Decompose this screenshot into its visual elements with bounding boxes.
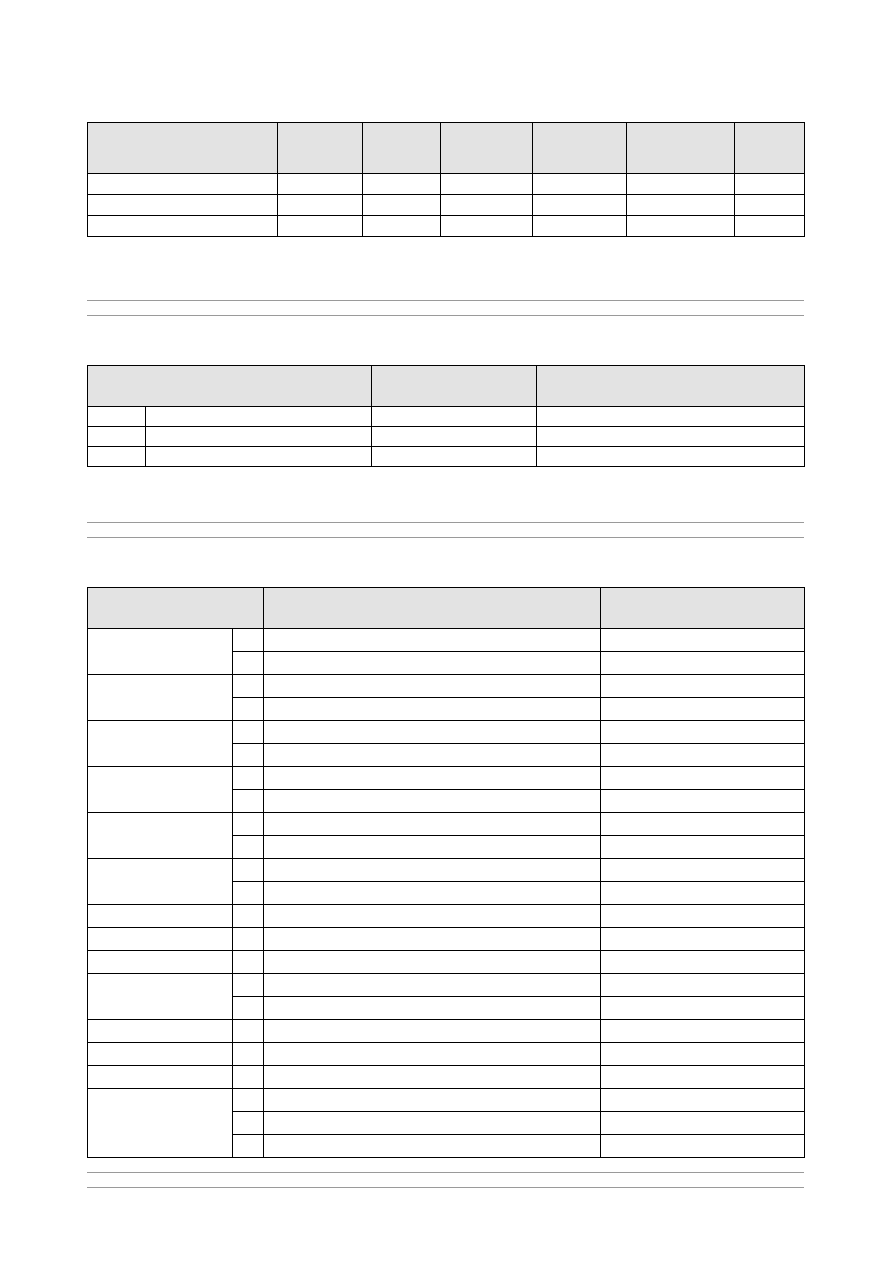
detail-cell	[264, 652, 601, 675]
divider-line	[87, 537, 804, 538]
table-row	[88, 1066, 805, 1089]
detail-cell	[264, 1135, 601, 1158]
detail-cell	[601, 859, 805, 882]
detail-cell	[601, 698, 805, 721]
table-row	[88, 859, 805, 882]
table-row	[88, 951, 805, 974]
detail-index-cell	[233, 629, 264, 652]
detail-cell	[264, 629, 601, 652]
detail-index-cell	[233, 859, 264, 882]
summary-cell	[363, 216, 441, 237]
detail-cell	[601, 1066, 805, 1089]
detail-cell	[601, 974, 805, 997]
summary-cell	[533, 174, 627, 195]
table-row	[88, 174, 805, 195]
summary-cell	[363, 174, 441, 195]
parameters-cell	[537, 447, 805, 467]
detail-cell	[264, 951, 601, 974]
parameters-cell	[372, 427, 537, 447]
summary-cell	[735, 174, 805, 195]
summary-cell	[441, 195, 533, 216]
detail-index-cell	[233, 1066, 264, 1089]
summary-table-header-cell-6	[627, 123, 735, 174]
summary-table-header-cell-3	[363, 123, 441, 174]
table-row	[88, 905, 805, 928]
divider-gap	[87, 1173, 804, 1187]
detail-index-cell	[233, 1020, 264, 1043]
table-header-row	[88, 588, 805, 629]
detail-cell	[601, 1020, 805, 1043]
detail-index-cell	[233, 882, 264, 905]
detail-index-cell	[233, 951, 264, 974]
divider-line	[87, 1187, 804, 1188]
detail-index-cell	[233, 836, 264, 859]
summary-table-header-cell-2	[278, 123, 363, 174]
detail-cell	[601, 1135, 805, 1158]
parameters-table-header-cell-1	[88, 366, 372, 407]
detail-index-cell	[233, 744, 264, 767]
detail-index-cell	[233, 813, 264, 836]
summary-cell	[627, 195, 735, 216]
table-row	[88, 675, 805, 698]
detail-cell	[601, 928, 805, 951]
detail-index-cell	[233, 974, 264, 997]
table-header-row	[88, 123, 805, 174]
detail-cell	[601, 675, 805, 698]
table-row	[88, 629, 805, 652]
detail-cell	[264, 997, 601, 1020]
table-header-row	[88, 366, 805, 407]
detail-group-cell	[88, 974, 233, 1020]
detail-index-cell	[233, 721, 264, 744]
summary-cell	[278, 195, 363, 216]
divider-gap	[87, 301, 804, 315]
detail-group-cell	[88, 951, 233, 974]
detail-group-cell	[88, 1020, 233, 1043]
detail-table-header-cell-1	[88, 588, 264, 629]
section-divider-three	[87, 1172, 804, 1188]
detail-group-cell	[88, 859, 233, 905]
detail-group-cell	[88, 721, 233, 767]
detail-index-cell	[233, 928, 264, 951]
summary-cell	[533, 216, 627, 237]
table-row	[88, 767, 805, 790]
parameters-cell	[146, 407, 372, 427]
parameters-index-cell	[88, 447, 146, 467]
summary-table-header-cell-5	[533, 123, 627, 174]
detail-cell	[264, 905, 601, 928]
detail-cell	[264, 928, 601, 951]
table-row	[88, 195, 805, 216]
detail-cell	[601, 744, 805, 767]
detail-index-cell	[233, 698, 264, 721]
table-row	[88, 974, 805, 997]
detail-table-header-cell-3	[601, 588, 805, 629]
summary-cell	[278, 216, 363, 237]
summary-cell	[627, 174, 735, 195]
table-row	[88, 216, 805, 237]
divider-gap	[87, 523, 804, 537]
summary-cell	[278, 174, 363, 195]
detail-index-cell	[233, 652, 264, 675]
table-row	[88, 427, 805, 447]
table-row	[88, 813, 805, 836]
detail-cell	[601, 1089, 805, 1112]
detail-cell	[601, 882, 805, 905]
detail-cell	[264, 698, 601, 721]
table-row	[88, 1043, 805, 1066]
divider-line	[87, 315, 804, 316]
detail-cell	[264, 767, 601, 790]
detail-group-cell	[88, 1043, 233, 1066]
summary-table-header-cell-7	[735, 123, 805, 174]
summary-cell	[88, 216, 278, 237]
detail-cell	[601, 997, 805, 1020]
parameters-cell	[372, 447, 537, 467]
detail-cell	[601, 1112, 805, 1135]
detail-cell	[601, 629, 805, 652]
detail-cell	[264, 1112, 601, 1135]
detail-table	[87, 587, 805, 1158]
table-row	[88, 928, 805, 951]
detail-cell	[601, 813, 805, 836]
detail-cell	[264, 675, 601, 698]
detail-group-cell	[88, 675, 233, 721]
detail-cell	[601, 721, 805, 744]
parameters-index-cell	[88, 427, 146, 447]
summary-table	[87, 122, 805, 237]
detail-index-cell	[233, 790, 264, 813]
detail-cell	[264, 813, 601, 836]
detail-index-cell	[233, 905, 264, 928]
detail-cell	[264, 1066, 601, 1089]
detail-cell	[601, 767, 805, 790]
parameters-table-header-cell-2	[372, 366, 537, 407]
detail-index-cell	[233, 1112, 264, 1135]
detail-group-cell	[88, 813, 233, 859]
detail-cell	[264, 1020, 601, 1043]
detail-group-cell	[88, 767, 233, 813]
summary-cell	[88, 195, 278, 216]
summary-cell	[441, 174, 533, 195]
detail-group-cell	[88, 629, 233, 675]
detail-cell	[264, 859, 601, 882]
table-row	[88, 407, 805, 427]
detail-index-cell	[233, 675, 264, 698]
detail-cell	[264, 836, 601, 859]
detail-cell	[601, 652, 805, 675]
detail-cell	[601, 905, 805, 928]
detail-group-cell	[88, 928, 233, 951]
parameters-cell	[146, 447, 372, 467]
detail-cell	[264, 1043, 601, 1066]
table-row	[88, 1089, 805, 1112]
summary-table-header-cell-4	[441, 123, 533, 174]
detail-cell	[264, 790, 601, 813]
parameters-table	[87, 365, 805, 467]
parameters-cell	[372, 407, 537, 427]
table-row	[88, 721, 805, 744]
detail-cell	[264, 1089, 601, 1112]
parameters-index-cell	[88, 407, 146, 427]
section-divider-two	[87, 522, 804, 538]
detail-group-cell	[88, 1089, 233, 1158]
detail-cell	[264, 882, 601, 905]
detail-group-cell	[88, 905, 233, 928]
parameters-table-header-cell-3	[537, 366, 805, 407]
detail-index-cell	[233, 1043, 264, 1066]
table-row	[88, 1020, 805, 1043]
summary-cell	[533, 195, 627, 216]
parameters-cell	[146, 427, 372, 447]
detail-group-cell	[88, 1066, 233, 1089]
detail-cell	[601, 951, 805, 974]
table-row	[88, 447, 805, 467]
detail-cell	[264, 721, 601, 744]
parameters-cell	[537, 407, 805, 427]
summary-cell	[88, 174, 278, 195]
detail-cell	[601, 1043, 805, 1066]
summary-cell	[441, 216, 533, 237]
summary-cell	[627, 216, 735, 237]
detail-index-cell	[233, 1135, 264, 1158]
summary-cell	[363, 195, 441, 216]
summary-table-header-cell-1	[88, 123, 278, 174]
detail-cell	[264, 744, 601, 767]
detail-index-cell	[233, 1089, 264, 1112]
section-divider-one	[87, 300, 804, 316]
summary-cell	[735, 195, 805, 216]
detail-table-body	[88, 629, 805, 1158]
detail-table-header-cell-2	[264, 588, 601, 629]
summary-cell	[735, 216, 805, 237]
detail-cell	[601, 836, 805, 859]
parameters-cell	[537, 427, 805, 447]
detail-index-cell	[233, 997, 264, 1020]
detail-cell	[264, 974, 601, 997]
detail-index-cell	[233, 767, 264, 790]
detail-cell	[601, 790, 805, 813]
